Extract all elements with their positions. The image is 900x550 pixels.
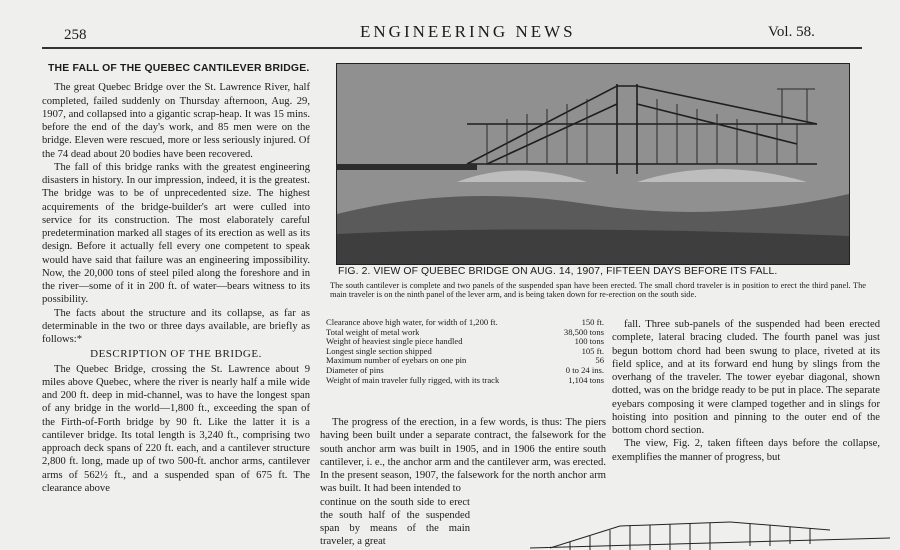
page-number: 258	[64, 27, 87, 43]
erection-diagram	[530, 518, 890, 550]
section-subhead: DESCRIPTION OF THE BRIDGE.	[90, 348, 262, 361]
stat-value: 100 tons	[574, 336, 604, 347]
page-header	[0, 0, 900, 50]
stat-row	[326, 366, 604, 376]
article-title: THE FALL OF THE QUEBEC CANTILEVER BRIDGE.	[48, 63, 310, 74]
stat-row	[326, 318, 604, 328]
stat-value: 0 to 24 ins.	[565, 364, 604, 375]
stat-label: Weight of main traveler fully rigged, with its track	[326, 375, 500, 385]
article-paragraph: The great Quebec Bridge over the St. Lawrence River, half completed, failed suddenly on Thursday afternoon, Aug. 29, 1907, and collapsed into a gigantic scrap-heap. It was 15 mins. before the end of the day's work, and 85 men were on the bridge. Eleven were rescued, more or less seriously injured. Of the 74 dead about 20 bodies have been recovered.	[42, 82, 310, 160]
stat-value: 56	[595, 355, 604, 366]
stat-label: Weight of heaviest single piece handled	[326, 337, 463, 347]
stat-label: Longest single section shipped	[326, 346, 432, 356]
stat-label: Diameter of pins	[326, 365, 384, 375]
stat-value: 1,104 tons	[568, 374, 604, 385]
article-paragraph: The progress of the erection, in a few words, is thus: The piers having been built under a separate contract, the falsework for the south anchor arm was built in 1905, and in 1906 the entire south cantilever, i. e., the anchor arm and the cantilever arm, was erected. In the present season, 1907, the falsework for the north anchor arm was built. It had been intended to	[320, 417, 606, 495]
article-paragraph-narrow: continue on the south side to erect the south half of the suspended span by means of the main traveler, a great	[320, 496, 470, 548]
stat-row	[326, 328, 604, 338]
journal-title: ENGINEERING NEWS	[360, 22, 576, 41]
article-paragraph: The Quebec Bridge, crossing the St. Lawrence about 9 miles above Quebec, where the river is nearly half a mile wide and 200 ft. deep in mid-channel, was to have the longest span of any bridge in the world—1,800 ft., exceeding the span of the Firth-of-Forth bridge by 90 ft. Like the latter it is a cantilever bridge. Its total length is 3,240 ft., comprising two approach deck spans of 220 ft. each, and a cantilever structure 2,800 ft. long, made up of two 500-ft. anchor arms, cantilever arms of 562½ ft., and a suspended span of 675 ft. The clearance above	[42, 363, 310, 494]
volume-label: Vol. 58.	[768, 24, 815, 40]
article-paragraph: The fall of this bridge ranks with the greatest engineering disasters in history. In our impression, indeed, it is the greatest. The bridge was to be of unprecedented size. The highest acquirements of the bridge-builder's art were culled into service for its construction. The most elaborately careful predetermination marked all stages of its erection as well as its design. Before it actually fell every one competent to speak would have said that failure was an engineering impossibility. Now, the 20,000 tons of steel piled along the foreshore and in the river—some of it in 200 ft. of water—bears witness to its possibility.	[42, 161, 310, 306]
figure-note: The south cantilever is complete and two panels of the suspended span have been erected. The small chord traveler is in position to erect the third panel. The main traveler is on the ninth panel of the lever arm, and is being taken down for re-erection on the south side.	[330, 281, 866, 299]
article-column-left	[42, 62, 310, 495]
stat-value: 38,500 tons	[563, 326, 604, 337]
erection-diagram-illustration	[530, 518, 890, 550]
stat-label: Maximum number of eyebars on one pin	[326, 356, 467, 366]
stat-row	[326, 337, 604, 347]
figure-caption: FIG. 2. VIEW OF QUEBEC BRIDGE ON AUG. 14, 1907, FIFTEEN DAYS BEFORE ITS FALL.	[338, 266, 778, 277]
article-paragraph: The facts about the structure and its collapse, as far as determinable in the two or three days available, are briefly as follows:*	[42, 307, 310, 345]
statistics-table	[326, 318, 604, 385]
stat-label: Total weight of metal work	[326, 327, 420, 337]
stat-row	[326, 376, 604, 386]
bridge-photograph	[336, 63, 850, 265]
article-paragraph: The view, Fig. 2, taken fifteen days before the collapse, exemplifies the manner of progress, but	[612, 438, 880, 463]
stat-value: 105 ft.	[581, 345, 604, 356]
stat-row	[326, 347, 604, 357]
stat-value: 150 ft.	[581, 317, 604, 327]
header-rule	[42, 47, 862, 49]
stat-label: Clearance above high water, for width of 1,200 ft.	[326, 318, 498, 327]
bridge-photo-illustration	[337, 64, 849, 264]
stat-row	[326, 356, 604, 366]
article-paragraph: fall. Three sub-panels of the suspended had been erected complete, lateral bracing cluded. The fourth panel was just begun bottom chord had been swung to place, riveted at its field splice, and at its forward end hung by slings from the overhang of the traveler. The tower eyebar diagonal, shown dotted, was on the bridge ready to be put in place. The separate eyebars composing it were clamped together and in slings for hoisting into position and pinning to the outer end of the bottom chord section.	[612, 319, 880, 436]
article-column-right	[612, 318, 880, 464]
